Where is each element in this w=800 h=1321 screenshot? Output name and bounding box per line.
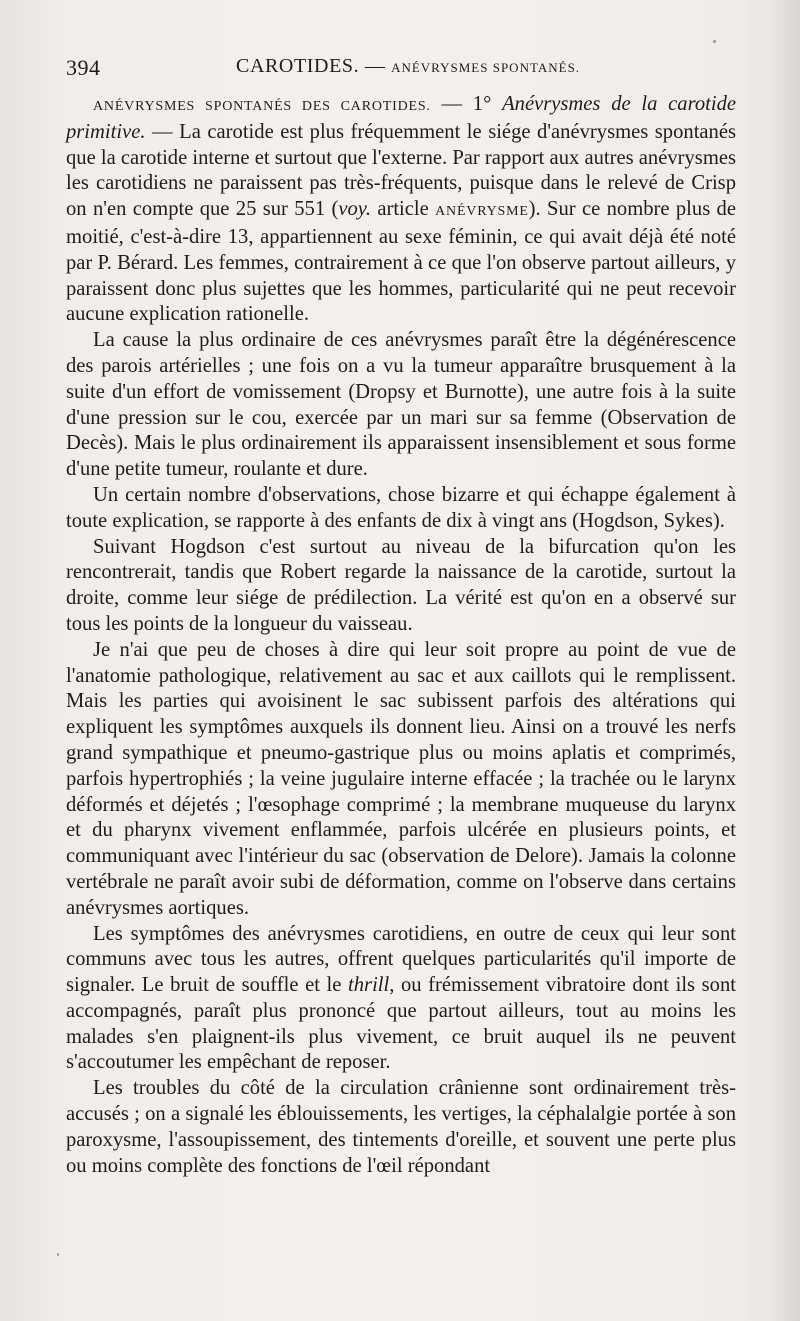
section-heading: ANÉVRYSMES SPONTANÉS DES CAROTIDES. [93, 99, 431, 114]
paragraph-1-sep2: — [145, 120, 180, 143]
page-edge-shadow [772, 0, 800, 1321]
running-title-sub: ANÉVRYSMES SPONTANÉS. [391, 60, 581, 75]
paragraph-6-text1: Les symptômes des anévrysmes carotidiens, en outre de ceux qui leur sont communs avec tous les autres, offrent quelques particularités qu'il importe de signaler. Le bruit de souffle et le [66, 922, 736, 997]
paragraph-1-sep1: — 1° [430, 93, 503, 115]
ink-speck-top [713, 40, 716, 43]
paragraph-1-text1: La carotide est plus fréquemment le siége d'anévrysmes spontanés que la carotide interne et surtout que l'externe. Par rapport aux autres anévrysmes les carotidiens ne paraissent pas très-fréquents, puisque dans le relevé de Crisp on n'en compte que 25 sur 551 ( [66, 120, 737, 221]
paragraph-7: Les troubles du côté de la circulation crânienne sont ordinairement très-accusés ; on a signalé les éblouissements, les vertiges, la céphalalgie portée à son paroxysme, l'assoupissement, des tintements d'oreille, et souvent une perte plus ou moins complète des fonctions de l'œil répondant [66, 1077, 736, 1177]
running-title [236, 55, 580, 78]
body-text [66, 92, 736, 1179]
article-ref: ANÉVRYSME [435, 204, 529, 220]
paragraph-1 [66, 92, 736, 328]
running-title-main: CAROTIDES. [236, 55, 360, 77]
page-number: 394 [66, 55, 101, 80]
paragraph-6 [66, 922, 736, 1077]
paragraph-6-text2: , ou frémissement vibratoire dont ils sont accompagnés, paraît plus prononcé que partout ailleurs, tout au moins les malades s'en plaignent-ils plus vivement, ce bruit auquel ils ne peuvent s'accoutumer les empêchant de reposer. [66, 974, 736, 1074]
thrill-term: thrill [348, 974, 390, 997]
paragraph-1-text2: article [370, 198, 436, 221]
running-title-dash: — [364, 55, 386, 77]
subsection-heading: Anévrysmes de la carotide primitive. [66, 93, 737, 143]
running-header [66, 55, 736, 89]
ink-speck-corner [57, 1253, 59, 1256]
paragraph-2: La cause la plus ordinaire de ces anévrysmes paraît être la dégénérescence des parois artérielles ; une fois on a vu la tumeur apparaître brusquement à la suite d'un effort de vomissement (Dropsy et Burnotte), une autre fois à la suite d'une pression sur le cou, exercée par un mari sur sa femme (Observation de Decès). Mais le plus ordinairement ils apparaissent insensiblement et sous forme d'une petite tumeur, roulante et dure. [66, 329, 736, 481]
paragraph-3: Un certain nombre d'observations, chose bizarre et qui échappe également à toute explication, se rapporte à des enfants de dix à vingt ans (Hogdson, Sykes). [66, 483, 736, 532]
paragraph-4: Suivant Hogdson c'est surtout au niveau de la bifurcation qu'on les rencontrerait, tandis que Robert regarde la naissance de la carotide, surtout la droite, comme leur siége de prédilection. La vérité est qu'on en a observé sur tous les points de la longueur du vaisseau. [66, 535, 736, 635]
paragraph-1-text3: ). Sur ce nombre plus de moitié, c'est-à-dire 13, appartiennent au sexe féminin, ce qui avait déjà été noté par P. Bérard. Les femmes, contrairement à ce que l'on observe partout ailleurs, y paraissent donc plus sujettes que les hommes, particularité qui ne peut recevoir aucune explication rationelle. [66, 198, 736, 326]
paragraph-5: Je n'ai que peu de choses à dire qui leur soit propre au point de vue de l'anatomie pathologique, relativement au sac et aux caillots qui le remplissent. Mais les parties qui avoisinent le sac subissent parfois des altérations qui expliquent les symptômes auxquels ils donnent lieu. Ainsi on a trouvé les nerfs grand sympathique et pneumo-gastrique plus ou moins aplatis et comprimés, parfois hypertrophiés ; la veine jugulaire interne effacée ; la trachée ou le larynx déformés et déjetés ; l'œsophage comprimé ; la membrane muqueuse du larynx et du pharynx vivement enflammée, parfois ulcérée en plusieurs points, et communiquant avec l'intérieur du sac (observation de Delore). Jamais la colonne vertébrale ne paraît avoir subi de déformation, comme on l'observe dans certains anévrysmes aortiques. [66, 638, 736, 919]
voy-abbrev: voy. [338, 198, 371, 221]
